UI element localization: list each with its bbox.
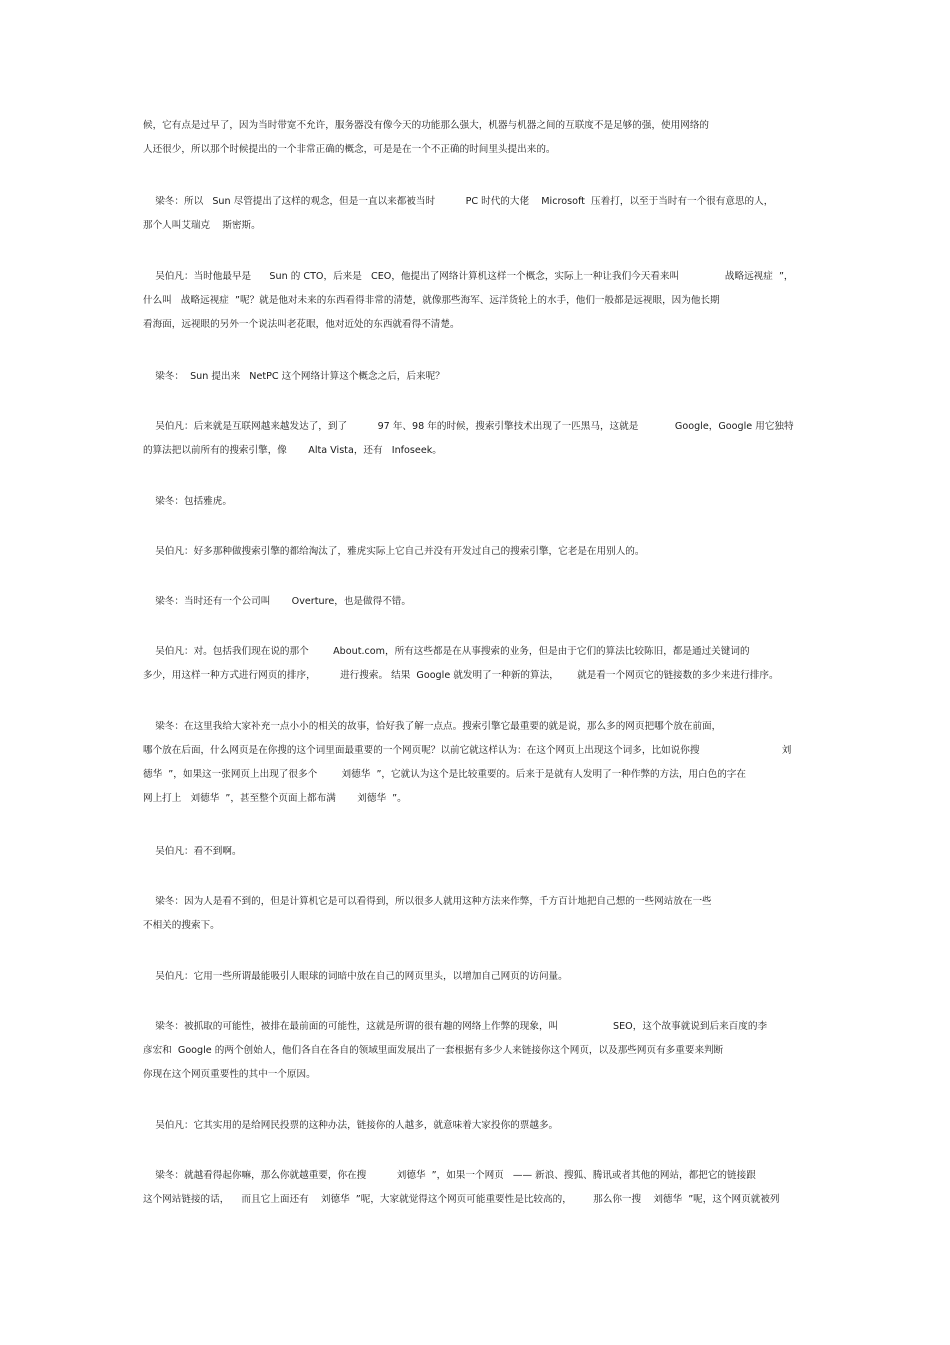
text-line: 梁冬：当时还有一个公司叫 Overture，也是做得不错。 [143, 596, 411, 607]
text-line: 梁冬： Sun 提出来 NetPC 这个网络计算这个概念之后，后来呢？ [143, 371, 445, 382]
text-line: 不相关的搜索下。 [143, 920, 220, 931]
text-line: 吴伯凡：对。包括我们现在说的那个 About.com，所有这些都是在从事搜索的业务，但是由于它们的算法比较陈旧，都是通过关键词的 [143, 646, 750, 657]
text-line: 梁冬：就越看得起你嘛，那么你就越重要，你在搜 刘德华 ”，如果一个网页 —— 新浪、搜狐、腾讯或者其他的网站，都把它的链接跟 [143, 1170, 756, 1181]
paragraph-4 [143, 365, 811, 389]
paragraph-7 [143, 540, 811, 564]
paragraph-8 [143, 590, 811, 614]
paragraph-1 [143, 114, 811, 162]
text-line: 德华 ”，如果这一张网页上出现了很多个 刘德华 ”，它就认为这个是比较重要的。后来于是就有人发明了一种作弊的方法，用白色的字在 [143, 769, 746, 780]
text-line: 哪个放在后面，什么网页是在你搜的这个词里面最重要的一个网页呢？以前它就这样认为：在这个网页上出现这个词多，比如说你搜 刘 [143, 745, 792, 756]
paragraph-11 [143, 840, 811, 864]
paragraph-6 [143, 490, 811, 514]
text-line: 看海面，远视眼的另外一个说法叫老花眼，他对近处的东西就看得不清楚。 [143, 319, 460, 330]
text-line: 吴伯凡：后来就是互联网越来越发达了，到了 97 年、98 年的时候，搜索引擎技术出现了一匹黑马，这就是 Google，Google 用它独特 [143, 421, 794, 432]
text-line: 吴伯凡：它其实用的是给网民投票的这种办法，链接你的人越多，就意味着大家投你的票越多。 [143, 1120, 559, 1131]
text-line: 这个网站链接的话， 而且它上面还有 刘德华 ”呢，大家就觉得这个网页可能重要性是比较高的， 那么你一搜 刘德华 ”呢，这个网页就被列 [143, 1194, 780, 1205]
text-line: 吴伯凡：当时他最早是 Sun 的 CTO，后来是 CEO，他提出了网络计算机这样一个概念，实际上一种让我们今天看来叫 战略远视症 ”， [143, 271, 794, 282]
paragraph-12 [143, 890, 811, 938]
paragraph-10 [143, 715, 811, 811]
paragraph-15 [143, 1114, 811, 1138]
text-line: 彦宏和 Google 的两个创始人，他们各自在各自的领域里面发展出了一套根据有多少人来链接你这个网页，以及那些网页有多重要来判断 [143, 1045, 724, 1056]
paragraph-13 [143, 965, 811, 989]
paragraph-3 [143, 265, 811, 337]
paragraph-2 [143, 190, 811, 238]
text-line: 候，它有点是过早了，因为当时带宽不允许，服务器没有像今天的功能那么强大，机器与机器之间的互联度不是足够的强，使用网络的 [143, 120, 710, 131]
paragraph-5 [143, 415, 811, 463]
text-line: 人还很少，所以那个时候提出的一个非常正确的概念，可是是在一个不正确的时间里头提出来的。 [143, 144, 556, 155]
text-line: 你现在这个网页重要性的其中一个原因。 [143, 1069, 316, 1080]
text-line: 梁冬：所以 Sun 尽管提出了这样的观念，但是一直以来都被当时 PC 时代的大佬 Microsoft 压着打，以至于当时有一个很有意思的人， [143, 196, 774, 207]
text-line: 网上打上 刘德华 ”，甚至整个页面上都布满 刘德华 ”。 [143, 793, 407, 804]
paragraph-16 [143, 1164, 811, 1212]
text-line: 梁冬：被抓取的可能性，被排在最前面的可能性，这就是所谓的很有趣的网络上作弊的现象，叫 SEO，这个故事就说到后来百度的李 [143, 1021, 768, 1032]
paragraph-14 [143, 1015, 811, 1087]
text-line: 多少，用这样一种方式进行网页的排序， 进行搜索。 结果 Google 就发明了一种新的算法， 就是看一个网页它的链接数的多少来进行排序。 [143, 670, 779, 681]
text-line: 什么叫 战略远视症 ”呢？就是他对未来的东西看得非常的清楚，就像那些海军、远洋货轮上的水手，他们一般都是远视眼，因为他长期 [143, 295, 720, 306]
text-line: 吴伯凡：它用一些所谓最能吸引人眼球的词暗中放在自己的网页里头，以增加自己网页的访问量。 [143, 971, 568, 982]
text-line: 梁冬：包括雅虎。 [143, 496, 232, 507]
text-line: 梁冬：在这里我给大家补充一点小小的相关的故事，恰好我了解一点点。搜索引擎它最重要的就是说，那么多的网页把哪个放在前面， [143, 721, 722, 732]
text-line: 那个人叫艾瑞克 斯密斯。 [143, 220, 261, 231]
text-line: 的算法把以前所有的搜索引擎，像 Alta Vista，还有 Infoseek。 [143, 445, 442, 456]
text-line: 梁冬：因为人是看不到的，但是计算机它是可以看得到，所以很多人就用这种方法来作弊，千方百计地把自己想的一些网站放在一些 [143, 896, 712, 907]
paragraph-9 [143, 640, 811, 688]
text-line: 吴伯凡：好多那种做搜索引擎的都给淘汰了，雅虎实际上它自己并没有开发过自己的搜索引擎，它老是在用别人的。 [143, 546, 645, 557]
text-line: 吴伯凡：看不到啊。 [143, 846, 242, 857]
